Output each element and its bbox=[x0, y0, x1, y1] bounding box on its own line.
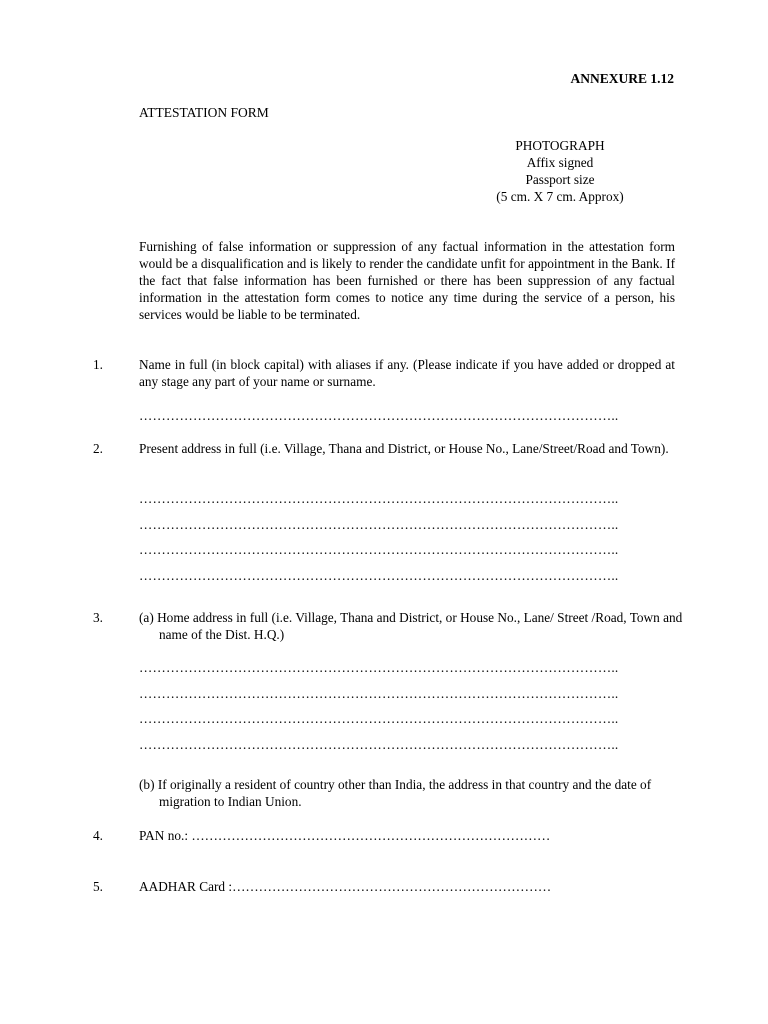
false-information-warning: Furnishing of false information or suppression of any factual information in the attestation form would be a disqualification and is likely to render the candidate unfit for appointment in the Bank. If the fact that false information has been furnished or there has been suppression of any factual information in the attestation form comes to notice any time during the service of a person, his services would be liable to be terminated. bbox=[139, 239, 675, 322]
pan-number-field[interactable]: PAN no.: ……………………………………………………………………… bbox=[139, 828, 551, 843]
item-2-answer-line-1[interactable]: …………………………………………………………………………………………….. bbox=[139, 491, 619, 506]
photo-label: PHOTOGRAPH bbox=[515, 138, 605, 153]
item-1-question: Name in full (in block capital) with aliases if any. (Please indicate if you have added or dropped at any stage any part of your name or surname. bbox=[139, 357, 675, 389]
item-4-number: 4. bbox=[93, 828, 103, 843]
photograph-instructions bbox=[440, 137, 680, 205]
item-2-number: 2. bbox=[93, 441, 103, 456]
item-3a-answer-line-4[interactable]: …………………………………………………………………………………………….. bbox=[139, 737, 619, 752]
item-1-number: 1. bbox=[93, 357, 103, 372]
item-2-answer-line-3[interactable]: …………………………………………………………………………………………….. bbox=[139, 542, 619, 557]
item-3a-question: (a) Home address in full (i.e. Village, Thana and District, or House No., Lane/ Street /Road, Town and name of the Dist. H.Q.) bbox=[139, 610, 683, 642]
annexure-number: ANNEXURE 1.12 bbox=[570, 71, 674, 86]
item-3a-answer-line-2[interactable]: …………………………………………………………………………………………….. bbox=[139, 686, 619, 701]
item-3a-answer-line-1[interactable]: …………………………………………………………………………………………….. bbox=[139, 660, 619, 675]
item-1-answer-line[interactable]: …………………………………………………………………………………………….. bbox=[139, 408, 619, 423]
photo-instruction-affix: Affix signed bbox=[526, 155, 594, 170]
aadhar-card-field[interactable]: AADHAR Card :……………………………………………………………… bbox=[139, 879, 552, 894]
item-2-answer-line-4[interactable]: …………………………………………………………………………………………….. bbox=[139, 568, 619, 583]
item-2-question: Present address in full (i.e. Village, Thana and District, or House No., Lane/Street/Road and Town). bbox=[139, 441, 669, 456]
photo-instruction-dimensions: (5 cm. X 7 cm. Approx) bbox=[496, 189, 624, 204]
item-3a-answer-line-3[interactable]: …………………………………………………………………………………………….. bbox=[139, 711, 619, 726]
form-title: ATTESTATION FORM bbox=[139, 105, 269, 120]
item-3b-question: (b) If originally a resident of country other than India, the address in that country and the date of migration to Indian Union. bbox=[139, 777, 652, 809]
photo-instruction-size: Passport size bbox=[525, 172, 595, 187]
item-2-answer-line-2[interactable]: …………………………………………………………………………………………….. bbox=[139, 517, 619, 532]
item-5-number: 5. bbox=[93, 879, 103, 894]
item-3-number: 3. bbox=[93, 610, 103, 625]
